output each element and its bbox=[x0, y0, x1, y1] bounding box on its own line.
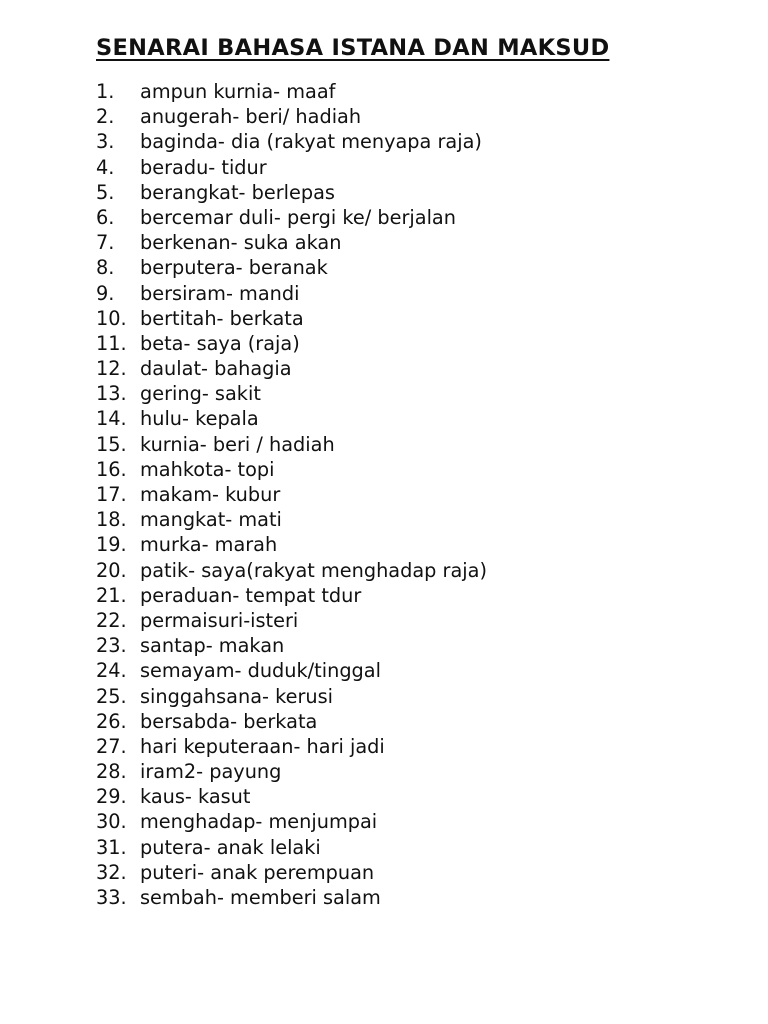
list-item bbox=[96, 255, 487, 280]
list-item bbox=[96, 104, 487, 129]
list-item bbox=[96, 331, 487, 356]
list-item-number: 18. bbox=[96, 508, 127, 532]
list-item-number: 6. bbox=[96, 205, 115, 229]
list-item-number: 16. bbox=[96, 457, 127, 481]
list-item-number: 31. bbox=[96, 835, 127, 859]
list-item-number: 19. bbox=[96, 533, 127, 557]
list-item-text: beta- saya (raja) bbox=[140, 331, 300, 355]
list-item bbox=[96, 406, 487, 431]
list-item bbox=[96, 809, 487, 834]
list-item-number: 2. bbox=[96, 105, 115, 129]
list-item-text: berputera- beranak bbox=[140, 256, 328, 280]
list-item-number: 1. bbox=[96, 80, 115, 103]
list-item-number: 25. bbox=[96, 684, 127, 708]
list-item-number: 14. bbox=[96, 407, 127, 431]
list-item-number: 11. bbox=[96, 331, 127, 355]
list-item bbox=[96, 860, 487, 885]
list-item bbox=[96, 306, 487, 331]
list-item bbox=[96, 281, 487, 306]
list-item-number: 33. bbox=[96, 886, 127, 909]
list-item bbox=[96, 709, 487, 734]
list-item-text: daulat- bahagia bbox=[140, 357, 292, 381]
list-item bbox=[96, 457, 487, 482]
list-item bbox=[96, 356, 487, 381]
list-item-number: 17. bbox=[96, 483, 127, 506]
list-item bbox=[96, 79, 487, 104]
list-item-number: 9. bbox=[96, 281, 115, 305]
list-item-number: 26. bbox=[96, 709, 127, 733]
list-item-text: bersiram- mandi bbox=[140, 281, 300, 305]
list-item bbox=[96, 180, 487, 205]
list-item bbox=[96, 658, 487, 683]
list-item bbox=[96, 129, 487, 154]
list-item bbox=[96, 205, 487, 230]
list-item-number: 5. bbox=[96, 180, 115, 204]
list-item-number: 7. bbox=[96, 231, 115, 255]
list-item-text: berkenan- suka akan bbox=[140, 231, 342, 255]
list-item-text: bercemar duli- pergi ke/ berjalan bbox=[140, 205, 456, 229]
list-item-text: ampun kurnia- maaf bbox=[140, 80, 336, 103]
list-item-number: 23. bbox=[96, 634, 127, 658]
list-item-text: santap- makan bbox=[140, 634, 285, 658]
list-item-text: permaisuri-isteri bbox=[140, 608, 299, 632]
list-item-text: makam- kubur bbox=[140, 483, 281, 506]
list-item bbox=[96, 583, 487, 608]
term-list bbox=[96, 79, 487, 910]
list-item-text: bersabda- berkata bbox=[140, 709, 318, 733]
list-item bbox=[96, 608, 487, 633]
list-item-text: iram2- payung bbox=[140, 760, 282, 784]
list-item-number: 13. bbox=[96, 382, 127, 406]
list-item bbox=[96, 633, 487, 658]
list-item-text: singgahsana- kerusi bbox=[140, 684, 334, 708]
list-item-number: 24. bbox=[96, 659, 127, 683]
list-item-text: hari keputeraan- hari jadi bbox=[140, 734, 385, 758]
list-item-text: patik- saya(rakyat menghadap raja) bbox=[140, 558, 487, 582]
list-item-number: 3. bbox=[96, 130, 115, 154]
list-item bbox=[96, 784, 487, 809]
list-item-text: mangkat- mati bbox=[140, 508, 282, 532]
list-item bbox=[96, 507, 487, 532]
list-item bbox=[96, 684, 487, 709]
list-item-text: sembah- memberi salam bbox=[140, 886, 381, 909]
list-item-number: 29. bbox=[96, 785, 127, 809]
list-item bbox=[96, 759, 487, 784]
list-item-number: 32. bbox=[96, 860, 127, 884]
list-item bbox=[96, 885, 487, 910]
list-item-number: 28. bbox=[96, 760, 127, 784]
list-item-text: mahkota- topi bbox=[140, 457, 275, 481]
list-item bbox=[96, 432, 487, 457]
list-item-number: 20. bbox=[96, 558, 127, 582]
list-item-text: berangkat- berlepas bbox=[140, 180, 335, 204]
page-title: SENARAI BAHASA ISTANA DAN MAKSUD bbox=[96, 35, 610, 61]
list-item-text: menghadap- menjumpai bbox=[140, 810, 378, 834]
list-item bbox=[96, 230, 487, 255]
list-item-number: 8. bbox=[96, 256, 115, 280]
list-item-text: kaus- kasut bbox=[140, 785, 251, 809]
list-item-text: gering- sakit bbox=[140, 382, 261, 406]
list-item-number: 15. bbox=[96, 432, 127, 456]
list-item bbox=[96, 155, 487, 180]
list-item-number: 21. bbox=[96, 583, 127, 607]
list-item-number: 12. bbox=[96, 357, 127, 381]
list-item-text: puteri- anak perempuan bbox=[140, 860, 375, 884]
list-item bbox=[96, 835, 487, 860]
list-item-text: semayam- duduk/tinggal bbox=[140, 659, 381, 683]
list-item-text: putera- anak lelaki bbox=[140, 835, 321, 859]
list-item-number: 4. bbox=[96, 155, 115, 179]
list-item-text: anugerah- beri/ hadiah bbox=[140, 105, 362, 129]
list-item-number: 30. bbox=[96, 810, 127, 834]
list-item-number: 27. bbox=[96, 734, 127, 758]
list-item-text: baginda- dia (rakyat menyapa raja) bbox=[140, 130, 482, 154]
list-item bbox=[96, 381, 487, 406]
list-item-text: bertitah- berkata bbox=[140, 306, 304, 330]
list-item-text: beradu- tidur bbox=[140, 155, 267, 179]
list-item-text: peraduan- tempat tdur bbox=[140, 583, 362, 607]
list-item bbox=[96, 734, 487, 759]
list-item bbox=[96, 558, 487, 583]
list-item-number: 22. bbox=[96, 608, 127, 632]
list-item-text: murka- marah bbox=[140, 533, 278, 557]
list-item-text: hulu- kepala bbox=[140, 407, 259, 431]
list-item-number: 10. bbox=[96, 306, 127, 330]
list-item bbox=[96, 532, 487, 557]
list-item bbox=[96, 482, 487, 507]
list-item-text: kurnia- beri / hadiah bbox=[140, 432, 335, 456]
